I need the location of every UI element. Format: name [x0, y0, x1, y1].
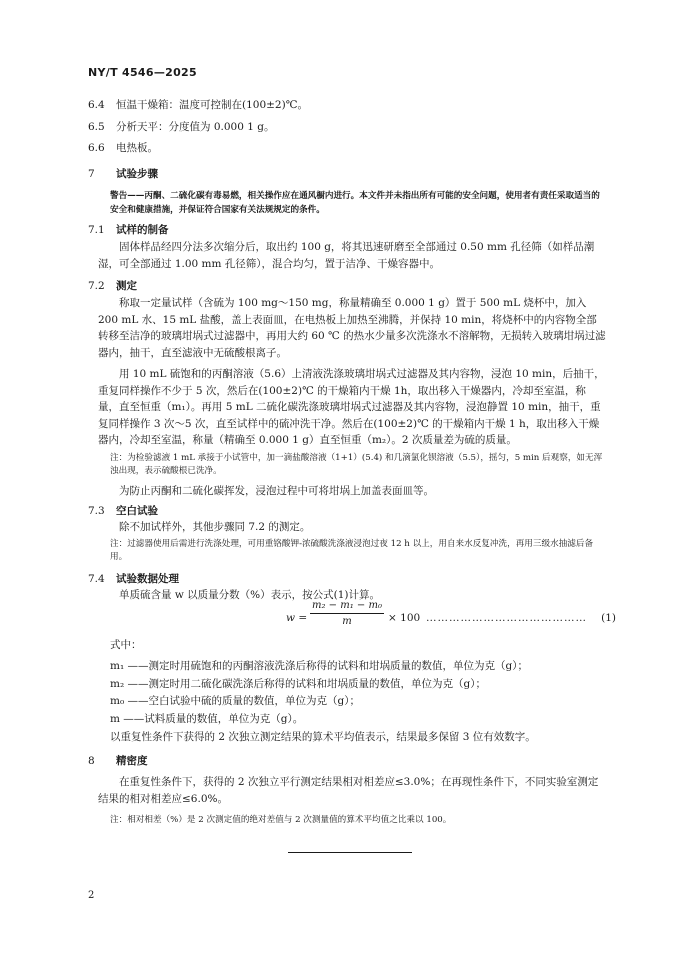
- section-7-3-text: 除不加试样外，其他步骤同 7.2 的测定。: [119, 521, 311, 533]
- section-7-2-para-2: 用 10 mL 硫饱和的丙酮溶液（5.6）上清液洗涤玻璃坩埚式过滤器及其内容物，浸泡 10 min，后抽干，重复同样操作不少于 5 次，然后在(100±2)℃ 的干燥箱内干燥 1h，取出移入干燥器内，冷却至室温，称量，直至恒重（m₁）。再用 5 mL 二硫化碳洗涤玻璃坩埚式过滤器及其内容物，浸泡静置 10 min，抽干，重复同样操作 3 次～5 次，直至试样中的硫冲洗干净。然后在(100±2)℃ 的干燥箱内干燥 1 h，取出移入干燥器内，冷却至室温，称量（精确至 0.000 1 g）直至恒重（m₂）。2 次质量差为硫的质量。: [98, 368, 605, 446]
- definition-m0: m₀ ——空白试验中硫的质量的数值，单位为克（g）；: [110, 695, 360, 707]
- section-8-text: 在重复性条件下，获得的 2 次独立平行测定结果相对相差应≤3.0%；在再现性条件下，不同实验室测定结果的相对相差应≤6.0%。: [98, 776, 599, 805]
- definition-m2: m₂ ——测定时用二硫化碳洗涤后称得的试料和坩埚质量的数值，单位为克（g）；: [110, 678, 486, 690]
- where-label: 式中：: [110, 639, 142, 651]
- section-7-2-para-3: 为防止丙酮和二硫化碳挥发，浸泡过程中可将坩埚上加盖表面皿等。: [119, 485, 434, 497]
- fraction-bar: [310, 613, 384, 614]
- end-rule: [288, 852, 412, 853]
- item-6-5: 6.5 分析天平：分度值为 0.000 1 g。: [88, 121, 275, 133]
- formula-times: × 100: [388, 612, 421, 624]
- formula-fraction: [310, 600, 384, 627]
- formula-number: (1): [601, 612, 616, 624]
- item-6-6: 6.6 电热板。: [88, 142, 158, 154]
- section-7-4-intro: 单质硫含量 w 以质量分数（%）表示，按公式(1)计算。: [119, 589, 381, 601]
- section-7-2-para-1: 称取一定量试样（含硫为 100 mg～150 mg，称量精确至 0.000 1 g）置于 500 mL 烧杯中，加入 200 mL 水、15 mL 盐酸，盖上表面皿，在电热板上加热至沸腾，并保持 10 min，将烧杯中的内容物全部转移至洁净的玻璃坩埚式过滤器中，再用大约 60 ℃ 的热水少量多次洗涤水不溶解物，无损转入玻璃坩埚过滤器内，抽干，直至滤液中无硫酸根离子。: [98, 297, 606, 359]
- formula-1: [286, 600, 616, 640]
- formula-numerator: m₂ − m₁ − m₀: [312, 600, 382, 611]
- definition-m1: m₁ ——测定时用硫饱和的丙酮溶液洗涤后称得的试料和坩埚质量的数值，单位为克（g）；: [110, 660, 528, 672]
- section-7-1-heading: 7.1 试样的制备: [88, 224, 169, 236]
- section-7-heading: 7 试验步骤: [88, 168, 158, 180]
- result-expression: 以重复性条件下获得的 2 次独立测定结果的算术平均值表示，结果最多保留 3 位有效数字。: [110, 731, 536, 743]
- section-8-note: 注：相对相差（%）是 2 次测定值的绝对差值与 2 次测量值的算术平均值之比乘以 100。: [110, 815, 452, 825]
- formula-lhs: w =: [286, 612, 308, 624]
- section-7-3-note: 注：过滤器使用后需进行洗涤处理，可用重铬酸钾-浓硫酸洗涤液浸泡过夜 12 h 以上，用自来水反复冲洗，再用三级水抽滤后备用。: [110, 539, 594, 562]
- standard-code-header: NY/T 4546—2025: [88, 66, 197, 79]
- formula-denominator: m: [342, 616, 352, 627]
- section-8-heading: 8 精密度: [88, 755, 148, 767]
- page-number: 2: [88, 890, 95, 901]
- section-7-3-heading: 7.3 空白试验: [88, 505, 158, 517]
- item-6-4: 6.4 恒温干燥箱：温度可控制在(100±2)℃。: [88, 99, 308, 111]
- formula-leader-dots: ……………………………………: [426, 612, 587, 624]
- section-7-2-note: 注：为检验滤液 1 mL 承接于小试管中，加一滴盐酸溶液（1+1）(5.4) 和几滴氯化钡溶液（5.5），摇匀，5 min 后观察，如无浑浊出现，表示硫酸根已洗净。: [110, 453, 603, 476]
- section-7-1-text: 固体样品经四分法多次缩分后，取出约 100 g，将其迅速研磨至全部通过 0.50 mm 孔径筛（如样品潮湿，可全部通过 1.00 mm 孔径筛），混合均匀，置于洁净、干燥容器中。: [98, 241, 595, 270]
- safety-warning: 警告——丙酮、二硫化碳有毒易燃，相关操作应在通风橱内进行。本文件并未指出所有可能的安全问题，使用者有责任采取适当的安全和健康措施，并保证符合国家有关法规规定的条件。: [110, 191, 600, 215]
- definition-m: m ——试料质量的数值，单位为克（g）。: [110, 713, 304, 725]
- section-7-2-heading: 7.2 测定: [88, 280, 137, 292]
- section-7-4-heading: 7.4 试验数据处理: [88, 573, 179, 585]
